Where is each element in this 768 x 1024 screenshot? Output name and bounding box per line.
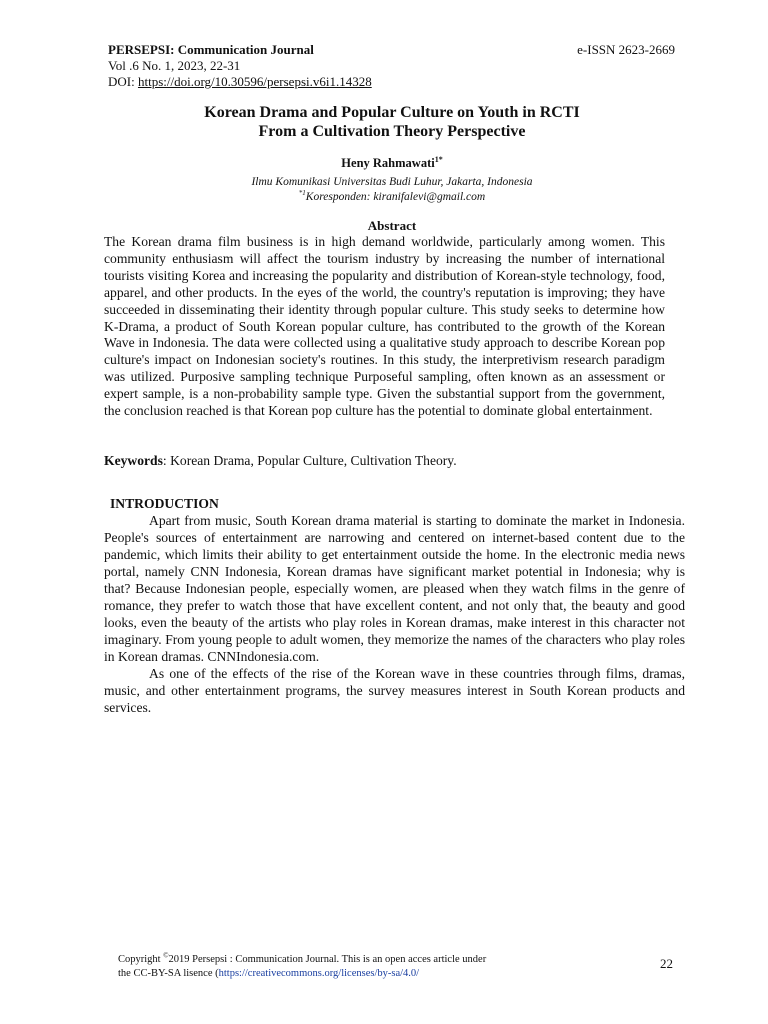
issn: e-ISSN 2623-2669 [577, 42, 675, 57]
author-name-text: Heny Rahmawati [341, 156, 435, 170]
keywords-label: Keywords [104, 453, 163, 468]
title-line-1: Korean Drama and Popular Culture on Youth in RCTI [204, 104, 580, 121]
copyright-footer [118, 953, 558, 981]
copyright-symbol: © [163, 951, 169, 960]
title-line-2: From a Cultivation Theory Perspective [258, 123, 526, 140]
introduction-paragraph-1: Apart from music, South Korean drama material is starting to dominate the market in Indonesia. People's sources of entertainment are narrowing and centered on internet-based content due to the pandemic, which limits their ability to get entertainment outside the home. In the electronic media news portal, namely CNN Indonesia, Korean dramas have significant market potential in Indonesia; why is that? Because Indonesian people, especially women, are pleased when they watch films in the genre of romance, they prefer to watch those that have excellent content, and not only that, the beauty and good looks, even the beauty of the artists who play roles in Korean dramas, make interest in this character not imaginary. From young people to adult women, they memorize the names of the characters who play roles in Korean dramas. CNNIndonesia.com. [104, 513, 685, 664]
paper-title [100, 103, 684, 141]
keywords [104, 452, 665, 469]
doi-line [108, 74, 675, 90]
journal-header [108, 42, 675, 90]
journal-name: PERSEPSI: Communication Journal [108, 42, 314, 57]
correspondence-text: Koresponden: kiranifalevi@gmail.com [305, 191, 486, 203]
correspondence-marker: *1 [298, 189, 306, 198]
license-link[interactable]: https://creativecommons.org/licenses/by-sa/4.0/ [218, 968, 420, 979]
abstract-heading: Abstract [367, 218, 417, 233]
abstract-text: The Korean drama film business is in high demand worldwide, particularly among women. This community enthusiasm will affect the tourism industry by increasing the number of international tourists visiting Korea and increasing the popularity and distribution of Korean-style technology, food, apparel, and other products. In the eyes of the world, the country's reputation is improving; they have succeeded in disseminating their identity through popular culture. This study seeks to determine how K-Drama, a product of South Korean popular culture, has contributed to the growth of the Korean Wave in Indonesia. The data were collected using a qualitative study approach to describe Korean pop culture's impact on Indonesian society's routines. In this study, the interpretivism research paradigm was utilized. Purposive sampling technique Purposeful sampling, often known as an assessment or expert sample, is a non-probability sample type. Given the substantial support from the government, the conclusion reached is that Korean pop culture has the potential to dominate global entertainment. [104, 234, 665, 419]
copyright-text: 2019 Persepsi : Communication Journal. This is an open acces article under [168, 954, 487, 965]
author-name [100, 156, 684, 171]
license-prefix: the CC-BY-SA lisence ( [118, 968, 219, 979]
introduction-body [104, 512, 685, 716]
volume-info: Vol .6 No. 1, 2023, 22-31 [108, 58, 241, 73]
author-affiliation-block [100, 175, 684, 205]
doi-label: DOI: [108, 74, 138, 89]
introduction-heading: INTRODUCTION [110, 496, 219, 511]
page-number: 22 [660, 956, 673, 971]
affiliation: Ilmu Komunikasi Universitas Budi Luhur, Jakarta, Indonesia [251, 176, 533, 188]
keywords-text: : Korean Drama, Popular Culture, Cultivation Theory. [162, 453, 457, 468]
doi-link[interactable]: https://doi.org/10.30596/persepsi.v6i1.14328 [137, 74, 372, 89]
correspondence [100, 190, 684, 205]
copyright-prefix: Copyright [118, 954, 164, 965]
author-marker: 1* [434, 154, 443, 164]
introduction-paragraph-2: As one of the effects of the rise of the Korean wave in these countries through films, dramas, music, and other entertainment programs, the survey measures interest in South Korean products and services. [104, 666, 685, 715]
